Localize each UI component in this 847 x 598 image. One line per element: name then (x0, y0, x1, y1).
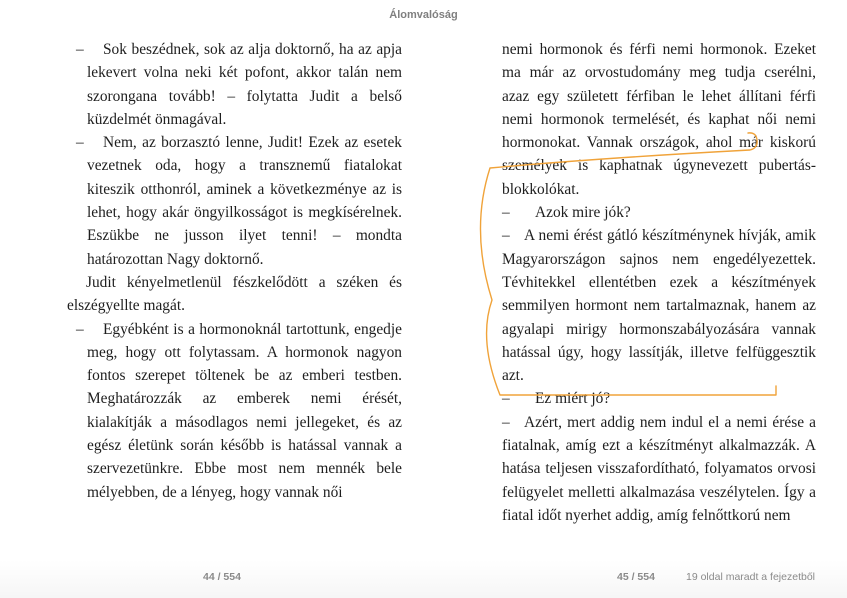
paragraph-dialog: – Nem, az borzasztó lenne, Judit! Ezek az esetek vezetnek oda, hogy a transznemű fiatalokat kiteszik otthonról, aminek a következménye az is lehet, hogy akár öngyilkosságot is megkísérelnek. Eszükbe ne jusson ilyet tenni! – mondta határozottan Nagy doktornő. (67, 131, 402, 271)
left-page[interactable] (67, 38, 402, 504)
dialog-dash: – (76, 320, 84, 338)
dialog-dash: – (502, 413, 510, 431)
left-page-number: 44 / 554 (203, 571, 241, 583)
dialog-dash: – (502, 204, 510, 222)
paragraph-dialog: – Azok mire jók? (502, 201, 816, 224)
book-title: Álomvalóság (389, 9, 458, 21)
paragraph-dialog: – A nemi érést gátló készítménynek hívják, amik Magyarországon sajnos nem engedélyezettek. Tévhitekkel ellentétben ezek a készítmények semmilyen hormont nem tartalmaznak, hanem az agyalapi mirigy hormonszabályozására vannak hatással úgy, hogy lassítják, illetve felfüggesztik azt. (502, 224, 816, 387)
dialog-dash: – (502, 227, 510, 245)
dialog-dash: – (76, 134, 84, 152)
paragraph-narrative: Judit kényelmetlenül fészkelődött a széken és elszégyellte magát. (67, 273, 402, 315)
dialog-dash: – (502, 390, 510, 408)
dialog-dash: – (76, 41, 84, 58)
right-page-number: 45 / 554 (617, 571, 655, 583)
paragraph-dialog: – Sok beszédnek, sok az alja doktornő, ha az apja lekevert volna neki két pofont, akkor talán nem szorongana tovább! – folytatta Judit a belső küzdelmét önmagával. (67, 38, 402, 131)
right-page[interactable] (502, 38, 816, 527)
paragraph-dialog: – Ez miért jó? (502, 387, 816, 410)
chapter-remaining-pages: 19 oldal maradt a fejezetből (686, 571, 815, 583)
paragraph-dialog: – Azért, mert addig nem indul el a nemi érése a fiatalnak, amíg ezt a készítményt alkalmazzák. A hatása teljesen visszafordítható, folyamatos orvosi felügyelet melletti alkalmazása veszélytelen. Így a fiatal időt nyerhet addig, amíg felnőttkorú nem (502, 411, 816, 527)
paragraph-continuation: nemi hormonok és férfi nemi hormonok. Ezeket ma már az orvostudomány meg tudja cserélni, azaz egy született férfiban le lehet állítani férfi nemi hormonok termelését, és kaphat női nemi hormonokat. Vannak országok, ahol már kiskorú személyek is kaphatnak úgynevezett pubertás-blokkolókat. (502, 41, 816, 198)
paragraph-dialog: – Egyébként is a hormonoknál tartottunk, engedje meg, hogy ott folytassam. A hormonok nagyon fontos szerepet töltenek be az emberi testben. Meghatározzák az emberek nemi érését, kialakítják a másodlagos nemi jellegeket, és az egész életünk során később is hatással vannak a szervezetünkre. Ebbe most nem mennék bele mélyebben, de a lényeg, hogy vannak női (67, 318, 402, 504)
